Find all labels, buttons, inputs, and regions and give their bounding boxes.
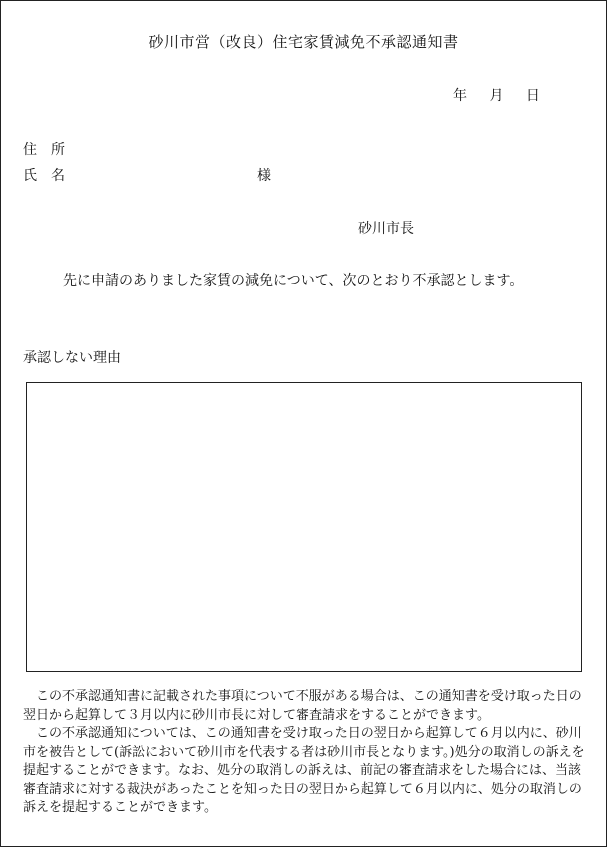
date-line <box>453 85 540 105</box>
appeal-notice <box>23 688 585 818</box>
reason-label: 承認しない理由 <box>23 350 121 366</box>
reason-box <box>26 382 582 672</box>
notice-paragraph-review: この不承認通知書に記載された事項について不服がある場合は、この通知書を受け取った日の翌日から起算して３月以内に砂川市長に対して審査請求をすることができます。 <box>23 689 582 723</box>
year-label: 年 <box>453 88 467 104</box>
month-label: 月 <box>489 88 504 104</box>
disapproval-statement: 先に申請のありました家賃の減免について、次のとおり不承認とします。 <box>63 273 524 289</box>
document-title: 砂川市営（改良）住宅家賃減免不承認通知書 <box>148 33 459 51</box>
name-label: 氏 名 <box>23 168 65 184</box>
notice-paragraph-lawsuit: この不承認通知については、この通知書を受け取った日の翌日から起算して６月以内に、砂川市を被告として(訴訟において砂川市を代表する者は砂川市長となります。)処分の取消しの訴えを提起することができます。なお、処分の取消しの訴えは、前記の審査請求をした場合には、当該審査請求に対する裁決があったことを知った日の翌日から起算して６月以内に、処分の取消しの訴えを提起することができます。 <box>23 726 585 815</box>
issuer-mayor: 砂川市長 <box>358 221 414 237</box>
address-label: 住 所 <box>23 142 65 158</box>
honorific-sama: 様 <box>257 168 271 184</box>
day-label: 日 <box>525 88 540 104</box>
